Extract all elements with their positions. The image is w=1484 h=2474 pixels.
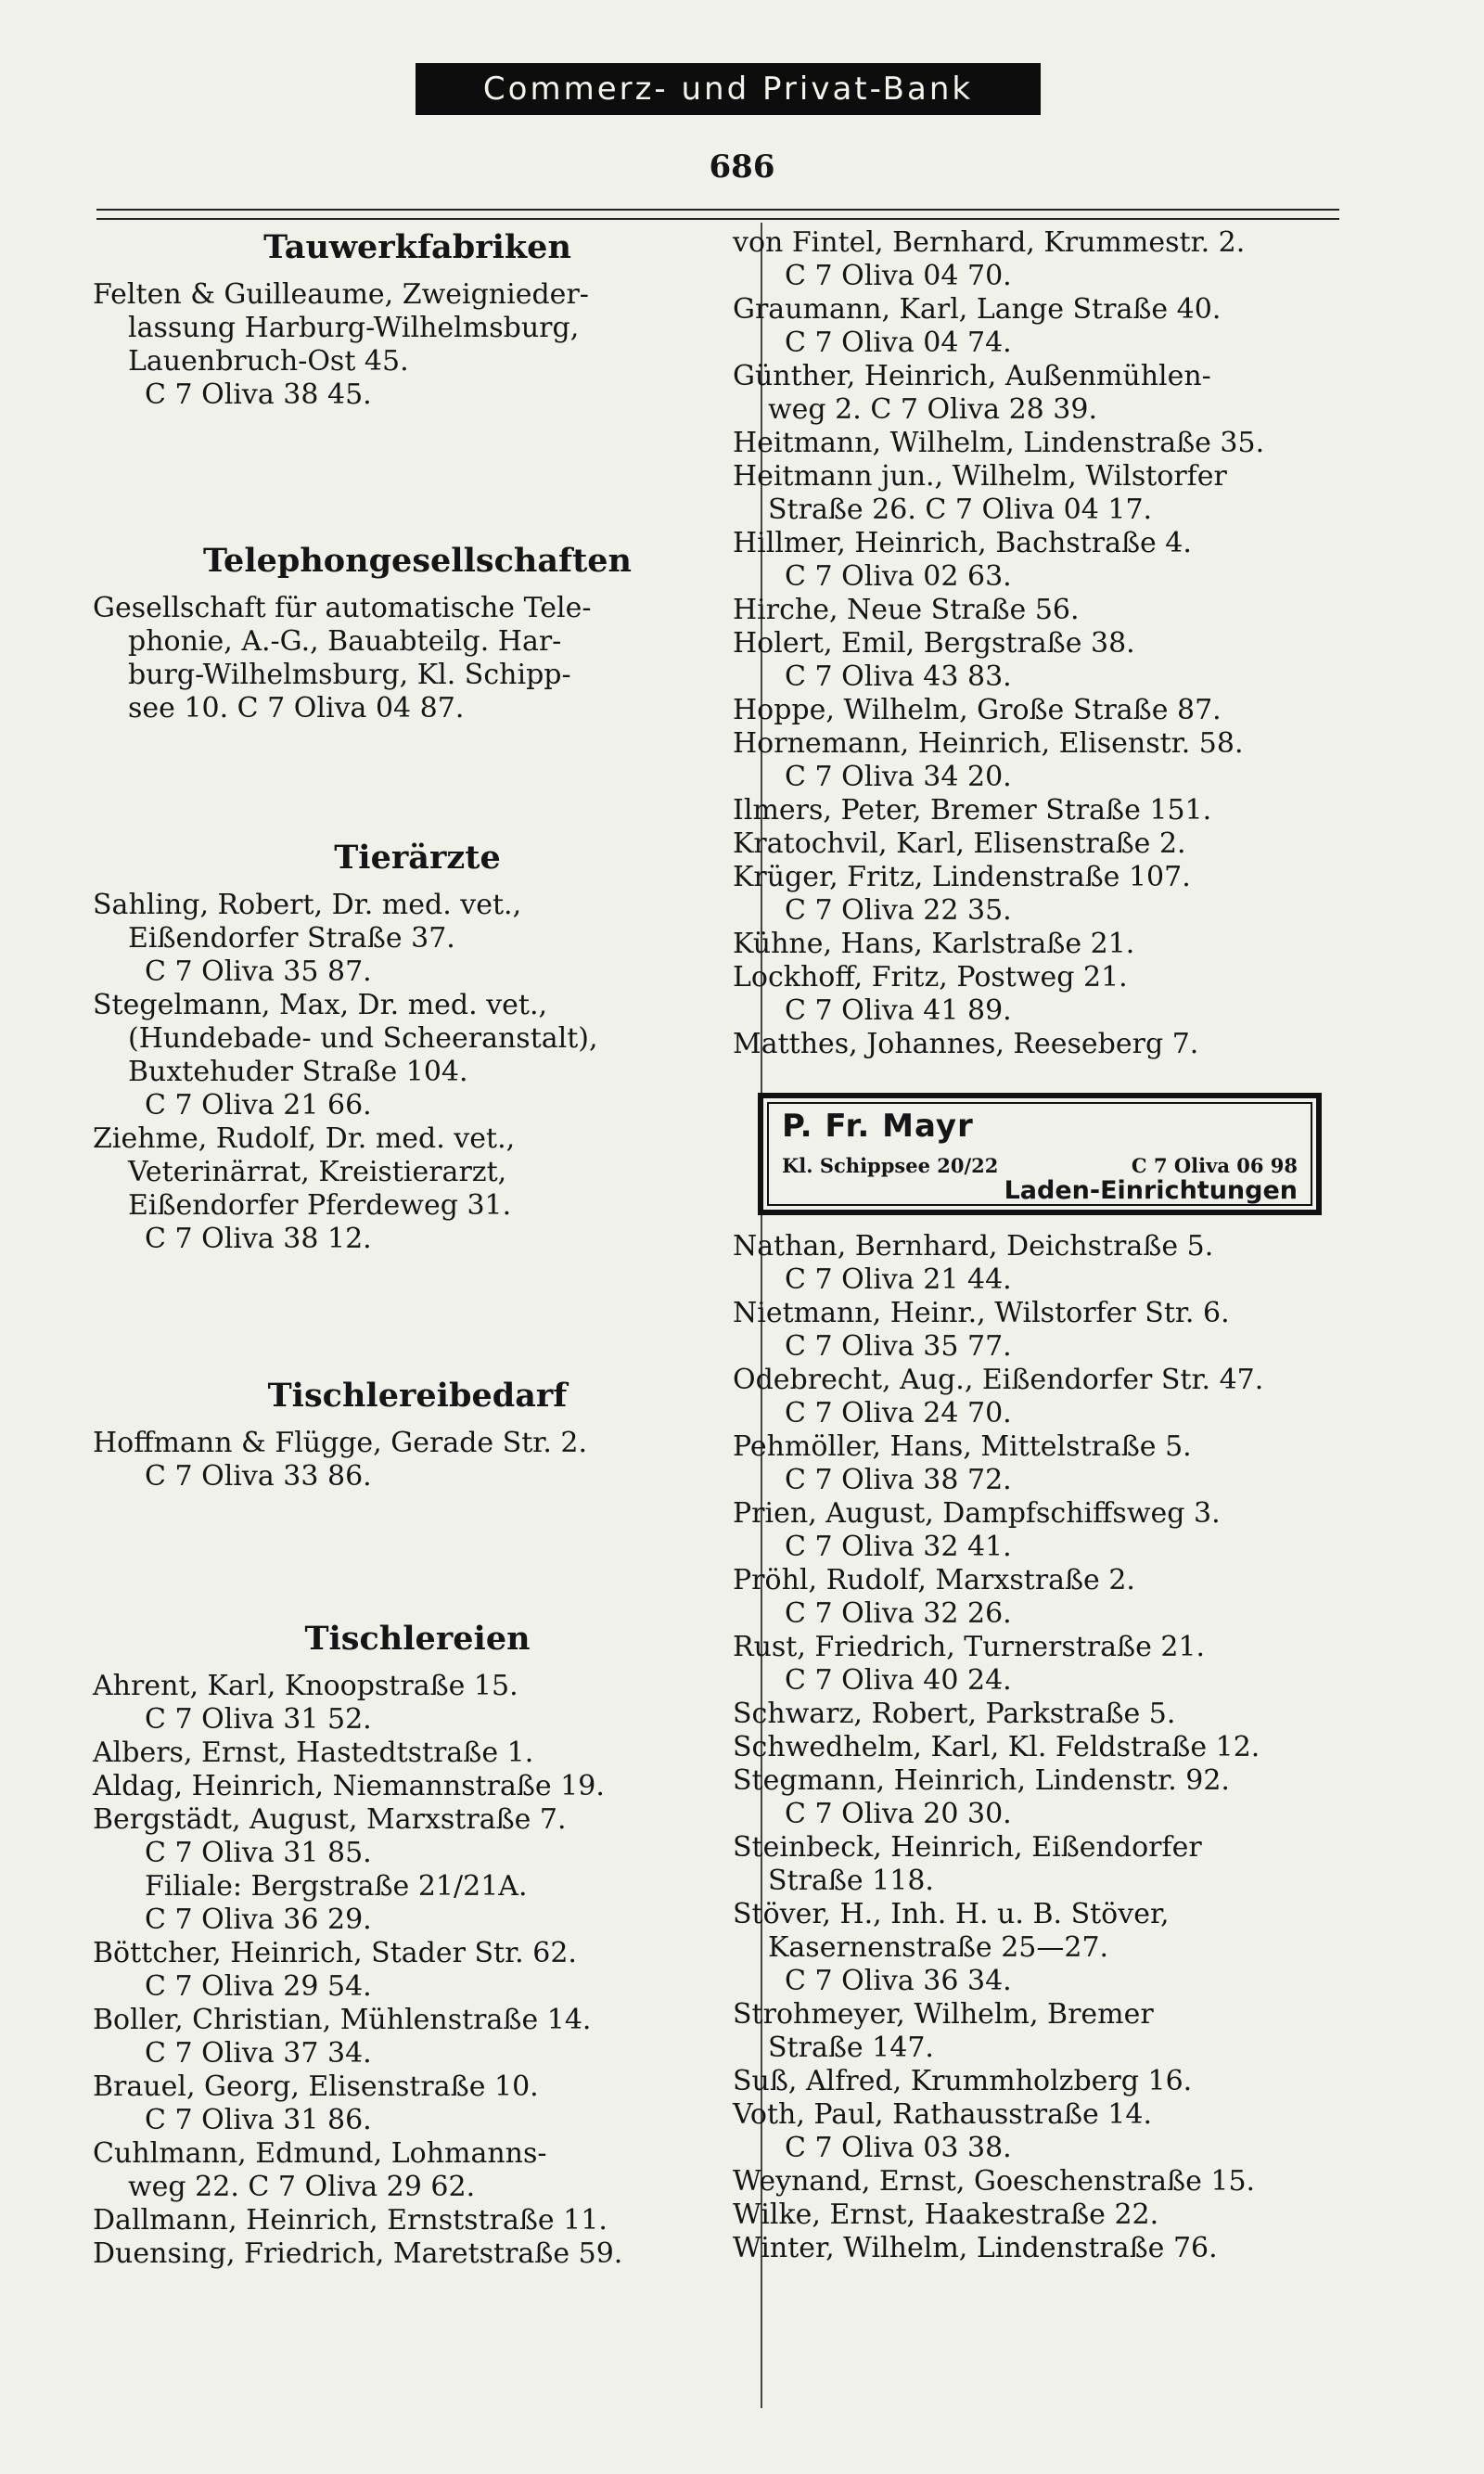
directory-entry: [93, 1737, 742, 1770]
entry-name-line: Sahling, Robert, Dr. med. vet.,: [93, 889, 522, 921]
entry-detail-line: C 7 Oliva 20 30.: [785, 1798, 1012, 1830]
entry-name-line: Hoppe, Wilhelm, Große Straße 87.: [733, 694, 1222, 726]
entry-detail-line: C 7 Oliva 35 87.: [145, 955, 372, 988]
entry-name-line: Nietmann, Heinr., Wilstorfer Str. 6.: [733, 1297, 1230, 1329]
entry-list: [93, 1670, 742, 2271]
directory-entry: [93, 1770, 742, 1803]
entry-name-line: Böttcher, Heinrich, Stader Str. 62.: [93, 1937, 577, 1969]
section: [93, 542, 742, 725]
entry-detail-line: lassung Harburg-Wilhelmsburg,: [128, 312, 580, 344]
advertisement-frame: [767, 1102, 1312, 1206]
section: [733, 226, 1373, 1061]
entry-detail-line: C 7 Oliva 41 89.: [785, 994, 1012, 1027]
entry-detail-line: C 7 Oliva 33 86.: [145, 1460, 372, 1493]
directory-entry: [733, 1731, 1373, 1764]
directory-entry: [733, 1631, 1373, 1698]
directory-entry: [733, 827, 1373, 861]
directory-entry: [733, 1497, 1373, 1564]
entry-list: [733, 226, 1373, 1061]
directory-entry: [93, 1803, 742, 1937]
entry-detail-line: Straße 26. C 7 Oliva 04 17.: [768, 494, 1153, 526]
bank-banner: Commerz- und Privat-Bank: [416, 63, 1041, 115]
page-number: 686: [709, 148, 775, 186]
directory-entry: [733, 1564, 1373, 1631]
entry-list: [93, 1427, 742, 1493]
entry-detail-line: Straße 118.: [768, 1865, 934, 1897]
entry-name-line: Lockhoff, Fritz, Postweg 21.: [733, 961, 1128, 993]
entry-name-line: Kühne, Hans, Karlstraße 21.: [733, 928, 1135, 960]
entry-name-line: Matthes, Johannes, Reeseberg 7.: [733, 1028, 1199, 1060]
directory-entry: [733, 1297, 1373, 1364]
ad-tagline: Laden-Einrichtungen: [1004, 1176, 1298, 1205]
entry-detail-line: weg 2. C 7 Oliva 28 39.: [768, 393, 1098, 426]
entry-detail-line: C 7 Oliva 04 70.: [785, 260, 1012, 292]
entry-name-line: Cuhlmann, Edmund, Lohmanns-: [93, 2137, 547, 2170]
entry-name-line: Stegelmann, Max, Dr. med. vet.,: [93, 989, 548, 1021]
entry-detail-line: Eißendorfer Straße 37.: [128, 922, 455, 955]
entry-detail-line: C 7 Oliva 02 63.: [785, 560, 1012, 593]
directory-entry: [733, 928, 1373, 961]
entry-name-line: Suß, Alfred, Krummholzberg 16.: [733, 2065, 1193, 2097]
entry-name-line: Ziehme, Rudolf, Dr. med. vet.,: [93, 1122, 516, 1155]
entry-name-line: Kratochvil, Karl, Elisenstraße 2.: [733, 827, 1186, 860]
entry-name-line: Ahrent, Karl, Knoopstraße 15.: [93, 1670, 518, 1702]
directory-entry: [93, 2070, 742, 2137]
entry-detail-line: C 7 Oliva 32 41.: [785, 1531, 1012, 1563]
entry-detail-line: C 7 Oliva 31 52.: [145, 1703, 372, 1736]
entry-name-line: Felten & Guilleaume, Zweignieder-: [93, 278, 589, 311]
entry-name-line: Schwedhelm, Karl, Kl. Feldstraße 12.: [733, 1731, 1260, 1763]
advertisement: [758, 1093, 1322, 1215]
entry-detail-line: Straße 147.: [768, 2032, 934, 2064]
entry-name-line: Ilmers, Peter, Bremer Straße 151.: [733, 794, 1212, 827]
entry-detail-line: Eißendorfer Pferdeweg 31.: [128, 1189, 512, 1222]
entry-list: [93, 889, 742, 1256]
entry-name-line: Brauel, Georg, Elisenstraße 10.: [93, 2070, 539, 2103]
entry-name-line: von Fintel, Bernhard, Krummestr. 2.: [733, 226, 1246, 259]
entry-detail-line: C 7 Oliva 03 38.: [785, 2132, 1012, 2164]
entry-detail-line: C 7 Oliva 21 44.: [785, 1263, 1012, 1296]
entry-detail-line: C 7 Oliva 31 86.: [145, 2104, 372, 2136]
directory-entry: [733, 460, 1373, 527]
entry-detail-line: Kasernenstraße 25—27.: [768, 1931, 1109, 1964]
section: [93, 1377, 742, 1493]
entry-detail-line: C 7 Oliva 04 74.: [785, 327, 1012, 359]
directory-entry: [93, 278, 742, 412]
entry-name-line: Bergstädt, August, Marxstraße 7.: [93, 1803, 567, 1836]
directory-entry: [733, 1698, 1373, 1731]
directory-entry: [733, 1230, 1373, 1297]
directory-entry: [733, 427, 1373, 460]
directory-entry: [733, 2198, 1373, 2232]
entry-name-line: Aldag, Heinrich, Niemannstraße 19.: [93, 1770, 605, 1802]
section-heading: Tischlereibedarf: [267, 1377, 568, 1415]
entry-name-line: Voth, Paul, Rathausstraße 14.: [733, 2098, 1152, 2131]
entry-detail-line: C 7 Oliva 37 34.: [145, 2037, 372, 2070]
section-heading: Telephongesellschaften: [203, 542, 632, 580]
entry-detail-line: C 7 Oliva 31 85.: [145, 1837, 372, 1869]
entry-detail-line: Veterinärrat, Kreistierarzt,: [128, 1156, 507, 1188]
directory-entry: [733, 1364, 1373, 1430]
entry-detail-line: Filiale: Bergstraße 21/21A.: [145, 1870, 528, 1903]
entry-list: [733, 1230, 1373, 2265]
entry-detail-line: C 7 Oliva 38 12.: [145, 1223, 372, 1255]
entry-detail-line: see 10. C 7 Oliva 04 87.: [128, 692, 465, 724]
directory-entry: [733, 293, 1373, 360]
entry-name-line: Hillmer, Heinrich, Bachstraße 4.: [733, 527, 1192, 559]
directory-entry: [733, 2232, 1373, 2265]
entry-detail-line: burg-Wilhelmsburg, Kl. Schipp-: [128, 659, 571, 691]
directory-entry: [733, 1028, 1373, 1061]
entry-name-line: Dallmann, Heinrich, Ernststraße 11.: [93, 2204, 608, 2237]
directory-entry: [93, 2237, 742, 2271]
directory-entry: [733, 1430, 1373, 1497]
entry-name-line: Pehmöller, Hans, Mittelstraße 5.: [733, 1430, 1192, 1463]
directory-entry: [93, 2137, 742, 2204]
section-heading: Tierärzte: [334, 839, 501, 877]
section-heading: Tauwerkfabriken: [263, 228, 571, 266]
directory-entry: [93, 889, 742, 989]
entry-name-line: Albers, Ernst, Hastedtstraße 1.: [93, 1737, 534, 1769]
section: [93, 1620, 742, 2271]
entry-name-line: Prien, August, Dampfschiffsweg 3.: [733, 1497, 1221, 1530]
directory-entry: [733, 1898, 1373, 1998]
entry-name-line: Holert, Emil, Bergstraße 38.: [733, 627, 1135, 660]
entry-name-line: Boller, Christian, Mühlenstraße 14.: [93, 2004, 592, 2036]
entry-detail-line: Lauenbruch-Ost 45.: [128, 345, 409, 378]
directory-entry: [733, 527, 1373, 594]
directory-entry: [733, 360, 1373, 427]
ad-phone: C 7 Oliva 06 98: [1131, 1154, 1298, 1177]
entry-name-line: Odebrecht, Aug., Eißendorfer Str. 47.: [733, 1364, 1264, 1396]
section: [733, 1230, 1373, 2265]
entry-name-line: Heitmann jun., Wilhelm, Wilstorfer: [733, 460, 1227, 493]
entry-name-line: Günther, Heinrich, Außenmühlen-: [733, 360, 1211, 392]
entry-detail-line: C 7 Oliva 36 29.: [145, 1904, 372, 1936]
directory-entry: [733, 226, 1373, 293]
entry-name-line: Duensing, Friedrich, Maretstraße 59.: [93, 2237, 623, 2270]
directory-entry: [93, 2204, 742, 2237]
entry-name-line: Hirche, Neue Straße 56.: [733, 594, 1080, 626]
entry-list: [93, 592, 742, 725]
entry-name-line: Schwarz, Robert, Parkstraße 5.: [733, 1698, 1176, 1730]
entry-name-line: Rust, Friedrich, Turnerstraße 21.: [733, 1631, 1206, 1663]
ad-company-name: P. Fr. Mayr: [782, 1108, 974, 1145]
entry-detail-line: C 7 Oliva 36 34.: [785, 1965, 1012, 1997]
entry-name-line: Hornemann, Heinrich, Elisenstr. 58.: [733, 727, 1244, 760]
entry-name-line: Pröhl, Rudolf, Marxstraße 2.: [733, 1564, 1135, 1596]
entry-name-line: Stegmann, Heinrich, Lindenstr. 92.: [733, 1764, 1230, 1797]
header-rule: [96, 209, 1339, 220]
entry-name-line: Wilke, Ernst, Haakestraße 22.: [733, 2198, 1159, 2231]
entry-name-line: Steinbeck, Heinrich, Eißendorfer: [733, 1831, 1202, 1864]
entry-detail-line: C 7 Oliva 38 72.: [785, 1464, 1012, 1496]
entry-detail-line: C 7 Oliva 38 45.: [145, 378, 372, 411]
entry-name-line: Nathan, Bernhard, Deichstraße 5.: [733, 1230, 1214, 1263]
entry-detail-line: C 7 Oliva 29 54.: [145, 1970, 372, 2003]
directory-entry: [733, 627, 1373, 694]
entry-list: [93, 278, 742, 412]
entry-name-line: Stöver, H., Inh. H. u. B. Stöver,: [733, 1898, 1170, 1930]
directory-entry: [733, 1764, 1373, 1831]
section: [93, 839, 742, 1256]
directory-entry: [733, 694, 1373, 727]
directory-entry: [93, 1670, 742, 1737]
entry-detail-line: C 7 Oliva 21 66.: [145, 1089, 372, 1122]
directory-entry: [733, 2098, 1373, 2165]
directory-entry: [733, 794, 1373, 827]
directory-entry: [733, 2065, 1373, 2098]
entry-name-line: Heitmann, Wilhelm, Lindenstraße 35.: [733, 427, 1265, 459]
section: [93, 228, 742, 412]
directory-entry: [733, 594, 1373, 627]
entry-detail-line: C 7 Oliva 40 24.: [785, 1664, 1012, 1697]
directory-entry: [93, 1937, 742, 2004]
directory-entry: [733, 961, 1373, 1028]
ad-address: Kl. Schippsee 20/22: [782, 1154, 999, 1177]
directory-entry: [733, 2165, 1373, 2198]
entry-detail-line: C 7 Oliva 24 70.: [785, 1397, 1012, 1429]
entry-name-line: Gesellschaft für automatische Tele-: [93, 592, 592, 624]
directory-entry: [93, 1122, 742, 1256]
entry-detail-line: C 7 Oliva 34 20.: [785, 761, 1012, 793]
directory-entry: [93, 2004, 742, 2070]
entry-name-line: Strohmeyer, Wilhelm, Bremer: [733, 1998, 1154, 2031]
directory-entry: [93, 592, 742, 725]
entry-name-line: Winter, Wilhelm, Lindenstraße 76.: [733, 2232, 1218, 2264]
entry-name-line: Krüger, Fritz, Lindenstraße 107.: [733, 861, 1191, 893]
entry-name-line: Hoffmann & Flügge, Gerade Str. 2.: [93, 1427, 588, 1459]
entry-detail-line: phonie, A.-G., Bauabteilg. Har-: [128, 625, 562, 658]
entry-detail-line: weg 22. C 7 Oliva 29 62.: [128, 2171, 476, 2203]
section-heading: Tischlereien: [304, 1620, 531, 1658]
entry-name-line: Graumann, Karl, Lange Straße 40.: [733, 293, 1222, 326]
entry-detail-line: C 7 Oliva 35 77.: [785, 1330, 1012, 1363]
entry-detail-line: (Hundebade- und Scheeranstalt),: [128, 1022, 598, 1055]
entry-detail-line: C 7 Oliva 32 26.: [785, 1597, 1012, 1630]
entry-detail-line: C 7 Oliva 22 35.: [785, 894, 1012, 927]
directory-entry: [93, 989, 742, 1122]
directory-entry: [733, 1998, 1373, 2065]
directory-entry: [93, 1427, 742, 1493]
directory-entry: [733, 727, 1373, 794]
entry-name-line: Weynand, Ernst, Goeschenstraße 15.: [733, 2165, 1256, 2198]
entry-detail-line: Buxtehuder Straße 104.: [128, 1056, 468, 1088]
entry-detail-line: C 7 Oliva 43 83.: [785, 660, 1012, 693]
directory-entry: [733, 1831, 1373, 1898]
directory-entry: [733, 861, 1373, 928]
